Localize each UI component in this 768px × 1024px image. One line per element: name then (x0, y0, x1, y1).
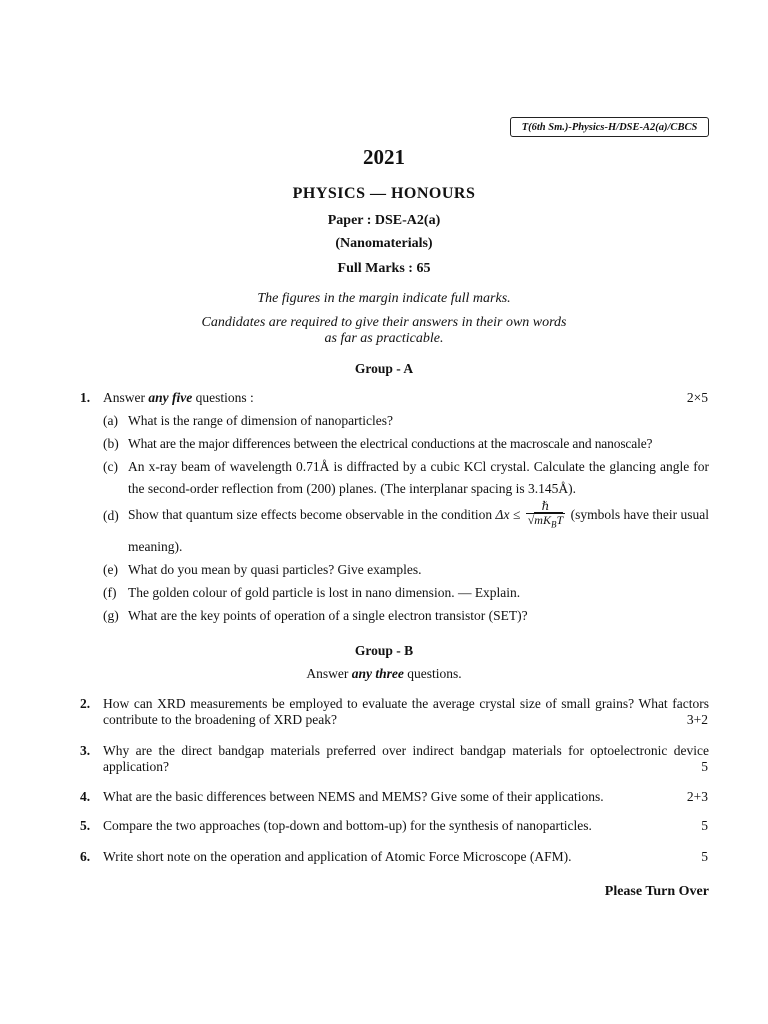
question-number: 5. (80, 818, 91, 833)
fraction-numerator: ℏ (526, 500, 565, 514)
question-number: 4. (80, 789, 91, 804)
exam-year: 2021 (363, 145, 405, 169)
sub-label: (g) (103, 608, 119, 623)
question-number: 2. (80, 696, 91, 711)
instruction-own-words-line2: as far as practicable. (324, 331, 444, 346)
sub-question-c (128, 456, 709, 500)
instruction-marks: The figures in the margin indicate full marks. (257, 291, 511, 306)
question-marks: 3+2 (686, 712, 708, 727)
sub-question-e: What do you mean by quasi particles? Give examples. (128, 562, 422, 577)
sub-question-g: What are the key points of operation of a single electron transistor (SET)? (128, 608, 528, 623)
c-part-1: An x-ray beam of wavelength (128, 459, 292, 474)
d-part-1: Show that quantum size effects become observable in the condition (128, 507, 493, 522)
question-marks: 5 (701, 759, 708, 774)
paper-name: Paper : DSE-A2(a) (327, 213, 441, 228)
sub-question-a: What is the range of dimension of nanoparticles? (128, 413, 394, 428)
question-number: 3. (80, 743, 91, 758)
question-1-instruction (103, 390, 709, 406)
full-marks: Full Marks : 65 (337, 261, 431, 276)
instruction-own-words-line1: Candidates are required to give their answers in their own words (201, 315, 567, 330)
hbar-fraction (526, 500, 565, 531)
question-marks: 2+3 (686, 789, 708, 804)
instruction-own-words (0, 315, 768, 347)
group-b-instruction (0, 666, 768, 682)
d-part-2: (symbols have their usual meaning). (128, 507, 710, 554)
sub-label: (e) (103, 562, 118, 577)
subject-title: PHYSICS — HONOURS (292, 185, 476, 202)
sub-question-d (128, 500, 709, 562)
sub-question-f: The golden colour of gold particle is lost in nano dimension. — Explain. (128, 585, 521, 600)
fraction-denominator: $√mK_BT$ (527, 513, 564, 530)
question-marks: 5 (701, 818, 708, 833)
wavelength-value: 0.71Å (296, 459, 330, 474)
paper-code: T(6th Sm.)-Physics-H/DSE-A2(a)/CBCS (510, 117, 709, 137)
group-a-heading: Group - A (354, 361, 414, 376)
inequality-lhs: Δx ≤ (495, 507, 521, 522)
question-marks: 2×5 (686, 390, 708, 405)
question-5-text: Compare the two approaches (top-down and bottom-up) for the synthesis of nanoparticles. (103, 818, 592, 833)
q1-pre: Answer (103, 390, 145, 405)
c-part-3: ). (568, 481, 576, 496)
c-part-2: is diffracted by a cubic KCl crystal. Calculate the glancing angle for the second-order reflection from (200) planes. (The interplanar spacing is (128, 459, 710, 496)
sub-label: (b) (103, 436, 119, 451)
question-number: 6. (80, 849, 91, 864)
paper-topic: (Nanomaterials) (335, 236, 433, 251)
question-2-text: How can XRD measurements be employed to evaluate the average crystal size of small grains? What factors contribute to the broadening of XRD peak? (103, 696, 709, 727)
question-marks: 5 (701, 849, 708, 864)
gb-emphasis: any three (351, 666, 404, 681)
sub-question-b: What are the major differences between the electrical conductions at the macroscale and nanoscale? (128, 436, 653, 451)
question-number: 1. (80, 390, 91, 405)
question-4-text: What are the basic differences between NEMS and MEMS? Give some of their applications. (103, 789, 604, 804)
group-b-heading: Group - B (354, 643, 414, 658)
gb-pre: Answer (306, 666, 349, 681)
q1-post: questions : (195, 390, 254, 405)
question-3-text: Why are the direct bandgap materials preferred over indirect bandgap materials for optoelectronic device application? (103, 743, 709, 774)
please-turn-over: Please Turn Over (604, 884, 709, 899)
q1-emphasis: any five (148, 390, 193, 405)
sub-label: (f) (103, 585, 117, 600)
sub-label: (d) (103, 508, 119, 523)
question-6-text: Write short note on the operation and application of Atomic Force Microscope (AFM). (103, 849, 572, 864)
gb-post: questions. (407, 666, 462, 681)
spacing-value: 3.145Å (527, 481, 569, 496)
sub-label: (c) (103, 459, 118, 474)
sub-label: (a) (103, 413, 118, 428)
